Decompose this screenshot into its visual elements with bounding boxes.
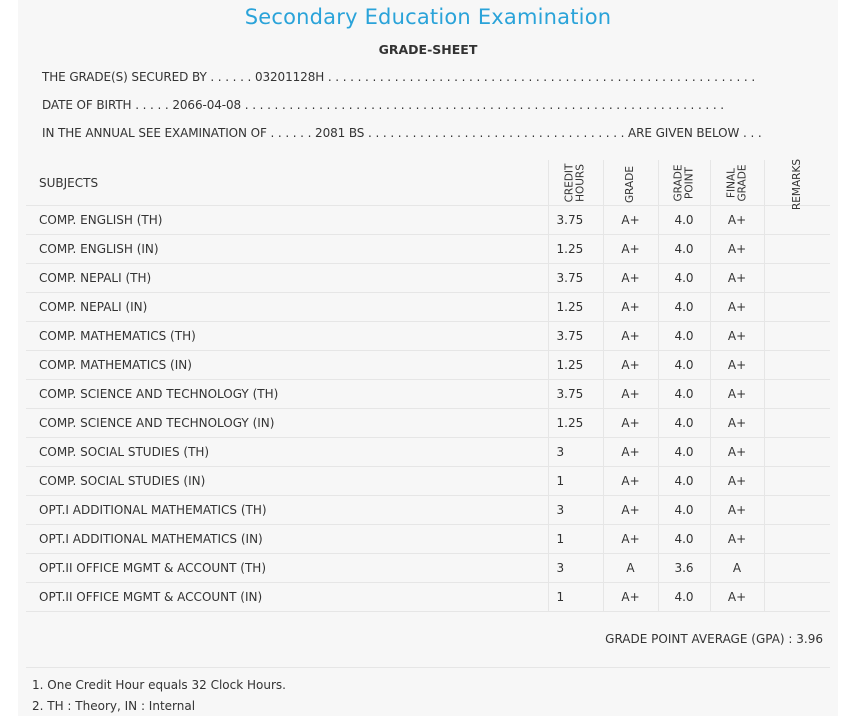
notes-divider [26,667,830,668]
subject-cell: OPT.II OFFICE MGMT & ACCOUNT (TH) [26,554,548,583]
header-credit-hours [548,160,603,206]
grade-point-cell: 4.0 [658,264,710,293]
grade-point-cell: 4.0 [658,583,710,612]
credit-hours-cell: 1 [548,583,603,612]
final-grade-cell: A+ [710,206,764,235]
remarks-cell [764,467,830,496]
header-remarks [764,158,830,210]
credit-hours-cell: 3.75 [548,264,603,293]
credit-hours-cell: 1 [548,467,603,496]
grade-cell: A+ [603,467,658,496]
table-row [26,264,830,293]
final-grade-cell: A+ [710,583,764,612]
grade-point-cell: 4.0 [658,322,710,351]
remarks-cell [764,235,830,264]
grade-point-cell: 4.0 [658,438,710,467]
credit-hours-cell: 3.75 [548,380,603,409]
final-grade-cell: A+ [710,409,764,438]
final-grade-cell: A+ [710,322,764,351]
header-credit-hours-line2: HOURS [574,163,587,202]
note-abbreviations: 2. TH : Theory, IN : Internal [32,699,196,713]
table-row [26,322,830,351]
grade-sheet [18,0,838,716]
table-row [26,554,830,583]
table-row [26,235,830,264]
credit-hours-cell: 3.75 [548,322,603,351]
table-row [26,583,830,612]
credit-hours-cell: 1 [548,525,603,554]
subject-cell: OPT.I ADDITIONAL MATHEMATICS (IN) [26,525,548,554]
credit-hours-cell: 1.25 [548,351,603,380]
final-grade-cell: A+ [710,380,764,409]
page-title: Secondary Education Examination [244,5,612,29]
grade-point-cell: 4.0 [658,409,710,438]
grade-cell: A+ [603,583,658,612]
grade-point-cell: 4.0 [658,525,710,554]
grade-point-cell: 4.0 [658,380,710,409]
grade-point-cell: 4.0 [658,206,710,235]
grade-point-cell: 4.0 [658,235,710,264]
remarks-cell [764,554,830,583]
grade-cell: A+ [603,438,658,467]
header-grade-point [658,160,710,206]
credit-hours-cell: 1.25 [548,409,603,438]
grade-cell: A+ [603,206,658,235]
credit-hours-cell: 3.75 [548,206,603,235]
grade-point-cell: 4.0 [658,293,710,322]
date-of-birth-line: DATE OF BIRTH . . . . . 2066-04-08 . . . . . . . . . . . . . . . . . . . . . . . . . . . . . . . . . . . . . . . . . . . . . . . . . . . . . . . . . . . . . . . . . [42,98,724,112]
grade-cell: A+ [603,264,658,293]
final-grade-cell: A+ [710,438,764,467]
subject-cell: COMP. MATHEMATICS (IN) [26,351,548,380]
header-remarks-label: REMARKS [790,158,803,210]
grade-cell: A+ [603,380,658,409]
table-row [26,525,830,554]
subject-cell: COMP. SCIENCE AND TECHNOLOGY (TH) [26,380,548,409]
table-row [26,438,830,467]
table-row [26,496,830,525]
remarks-cell [764,264,830,293]
secured-by-line: THE GRADE(S) SECURED BY . . . . . . 03201128H . . . . . . . . . . . . . . . . . . . . . . . . . . . . . . . . . . . . . . . . . . . . . . . . . . . . . . . . . . [42,70,756,84]
final-grade-cell: A+ [710,264,764,293]
table-row [26,206,830,235]
grade-point-cell: 4.0 [658,467,710,496]
final-grade-cell: A+ [710,467,764,496]
subject-cell: OPT.II OFFICE MGMT & ACCOUNT (IN) [26,583,548,612]
grade-cell: A+ [603,351,658,380]
header-grade-point-line1: GRADE [671,164,684,201]
credit-hours-cell: 3 [548,438,603,467]
header-final-grade-line2: GRADE [735,164,748,201]
header-final-grade [710,160,764,206]
grade-cell: A [603,554,658,583]
final-grade-cell: A+ [710,351,764,380]
remarks-cell [764,525,830,554]
subject-cell: COMP. ENGLISH (IN) [26,235,548,264]
subject-cell: COMP. SOCIAL STUDIES (IN) [26,467,548,496]
grade-cell: A+ [603,235,658,264]
grade-cell: A+ [603,409,658,438]
grade-cell: A+ [603,525,658,554]
remarks-cell [764,293,830,322]
header-final-grade-line1: FINAL [724,167,737,198]
remarks-cell [764,583,830,612]
subject-cell: COMP. NEPALI (IN) [26,293,548,322]
subject-cell: COMP. SOCIAL STUDIES (TH) [26,438,548,467]
table-header-row [26,160,830,206]
credit-hours-cell: 3 [548,496,603,525]
remarks-cell [764,409,830,438]
subject-cell: COMP. SCIENCE AND TECHNOLOGY (IN) [26,409,548,438]
grade-cell: A+ [603,496,658,525]
gpa-summary: GRADE POINT AVERAGE (GPA) : 3.96 [605,632,823,646]
credit-hours-cell: 1.25 [548,235,603,264]
remarks-cell [764,351,830,380]
final-grade-cell: A+ [710,235,764,264]
table-row [26,467,830,496]
grade-point-cell: 4.0 [658,351,710,380]
note-credit-hour: 1. One Credit Hour equals 32 Clock Hours. [32,678,286,692]
grade-point-cell: 3.6 [658,554,710,583]
final-grade-cell: A [710,554,764,583]
header-credit-hours-line1: CREDIT [563,163,576,202]
remarks-cell [764,322,830,351]
remarks-cell [764,380,830,409]
credit-hours-cell: 3 [548,554,603,583]
examination-line: IN THE ANNUAL SEE EXAMINATION OF . . . . . . 2081 BS . . . . . . . . . . . . . . . . . . . . . . . . . . . . . . . . . . . ARE GIVEN BELOW . . . [42,126,762,140]
grades-table [26,160,830,612]
table-row [26,380,830,409]
final-grade-cell: A+ [710,293,764,322]
subject-cell: COMP. MATHEMATICS (TH) [26,322,548,351]
table-row [26,351,830,380]
grade-cell: A+ [603,293,658,322]
header-grade [603,160,658,206]
header-subjects: SUBJECTS [26,160,548,206]
subject-cell: COMP. NEPALI (TH) [26,264,548,293]
final-grade-cell: A+ [710,525,764,554]
sheet-subtitle: GRADE-SHEET [378,42,478,57]
header-grade-label: GRADE [623,165,636,203]
table-row [26,293,830,322]
header-grade-point-line2: POINT [682,166,695,199]
remarks-cell [764,438,830,467]
grade-cell: A+ [603,322,658,351]
credit-hours-cell: 1.25 [548,293,603,322]
grade-point-cell: 4.0 [658,496,710,525]
table-row [26,409,830,438]
subject-cell: OPT.I ADDITIONAL MATHEMATICS (TH) [26,496,548,525]
subject-cell: COMP. ENGLISH (TH) [26,206,548,235]
remarks-cell [764,496,830,525]
final-grade-cell: A+ [710,496,764,525]
